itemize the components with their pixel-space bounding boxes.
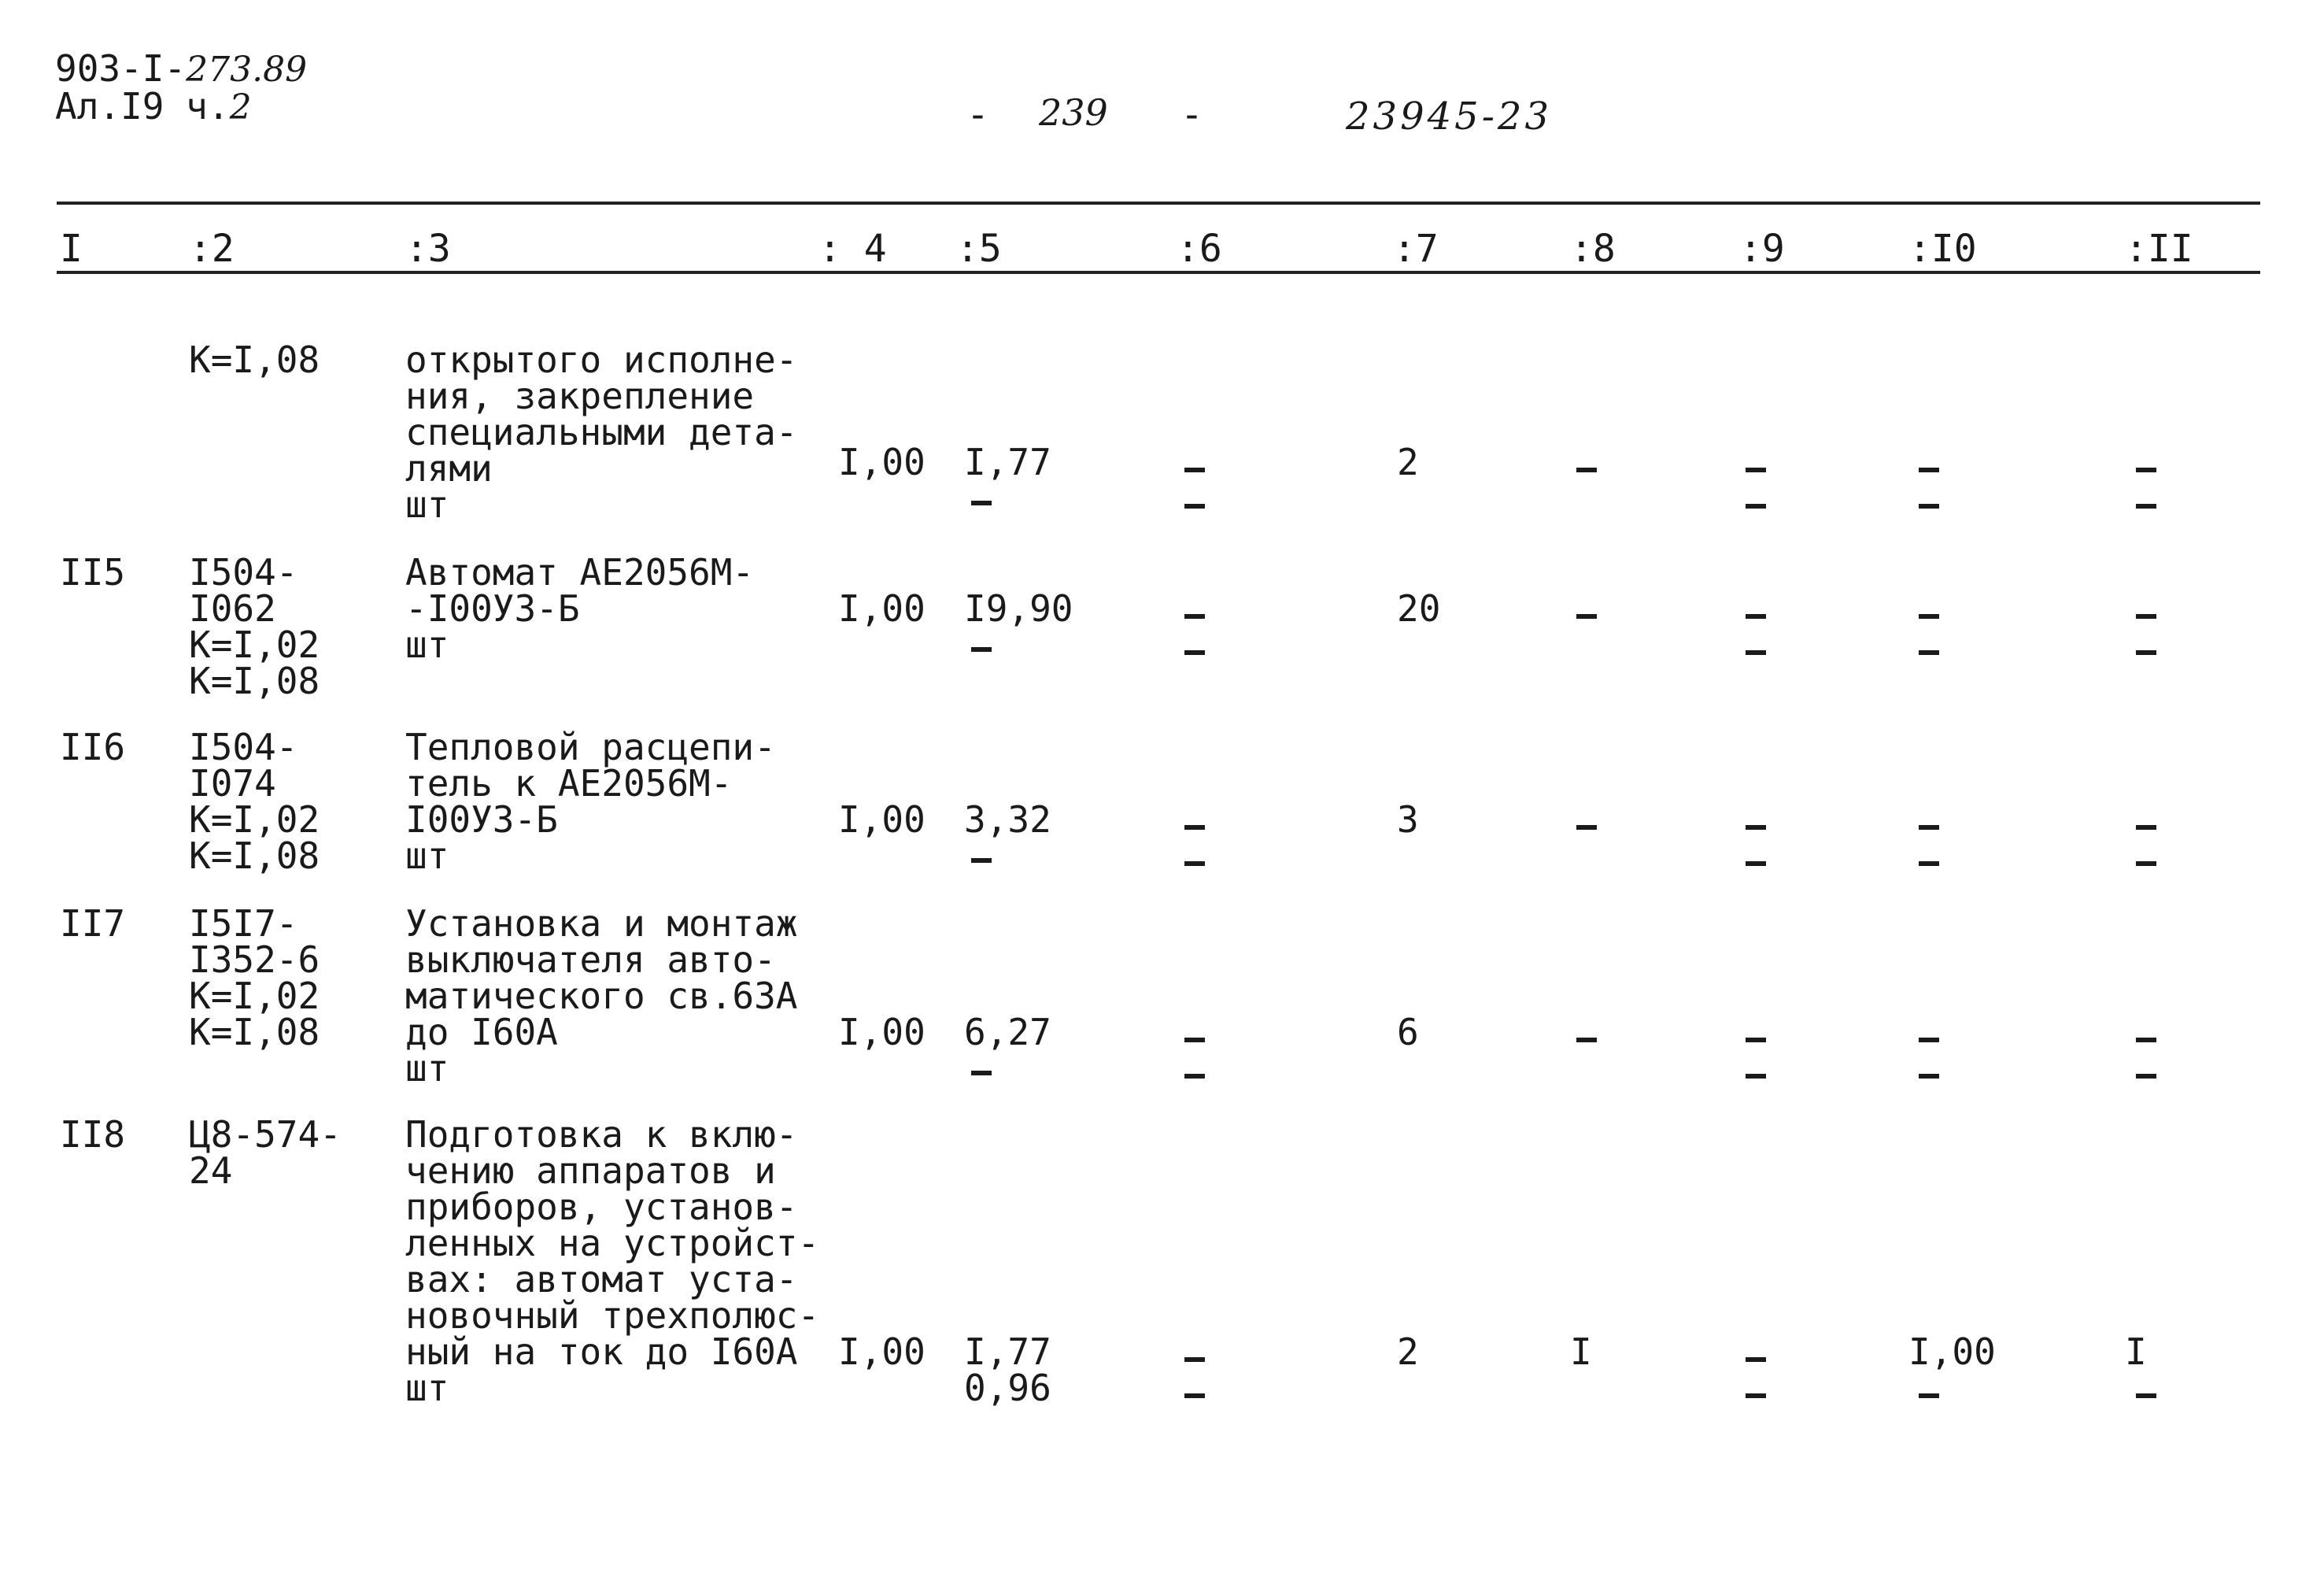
album-reference bbox=[55, 85, 252, 128]
row-col7: 2 bbox=[1397, 1330, 1419, 1373]
column-header-5: :5 bbox=[956, 227, 1002, 271]
row-description: Автомат АЕ2056М- -I00У3-Б шт bbox=[405, 551, 755, 666]
document-code bbox=[55, 47, 307, 90]
row-col8-dash bbox=[1570, 1038, 1602, 1042]
row-col4: I,00 bbox=[838, 798, 926, 841]
row-col7: 2 bbox=[1397, 441, 1419, 483]
row-col11-sub-dash bbox=[2130, 1393, 2161, 1398]
column-header-8: :8 bbox=[1570, 227, 1616, 271]
row-col5: I,77 bbox=[964, 441, 1051, 483]
page-dash-right: - bbox=[1180, 93, 1203, 137]
row-col8: I bbox=[1570, 1330, 1592, 1373]
row-col6-dashes bbox=[1178, 1038, 1210, 1079]
column-header-10: :I0 bbox=[1908, 227, 1977, 271]
row-col6-dashes bbox=[1178, 825, 1210, 866]
album-part-handwritten: 2 bbox=[229, 87, 252, 128]
row-description: Установка и монтаж выключателя авто- матического св.63А до I60А шт bbox=[405, 902, 798, 1090]
row-col6-dashes bbox=[1178, 614, 1210, 655]
row-col6-dashes bbox=[1178, 468, 1210, 509]
row-number: II5 bbox=[60, 551, 126, 594]
row-col9-dashes bbox=[1739, 1357, 1771, 1398]
row-col5: I,77 bbox=[964, 1330, 1051, 1373]
row-col9-dashes bbox=[1739, 468, 1771, 509]
row-col4: I,00 bbox=[838, 441, 926, 483]
row-col11: I bbox=[2125, 1330, 2147, 1373]
row-col7: 20 bbox=[1397, 587, 1441, 630]
row-col9-dashes bbox=[1739, 1038, 1771, 1079]
row-col10-dashes bbox=[1912, 1038, 1944, 1079]
table-header-rule bbox=[57, 271, 2260, 274]
row-code: I5I7- I352-6 К=I,02 К=I,08 bbox=[189, 902, 320, 1053]
row-col9-dashes bbox=[1739, 614, 1771, 655]
row-description: Тепловой расцепи- тель к АЕ2056М- I00У3-Б шт bbox=[405, 726, 776, 877]
row-col4: I,00 bbox=[838, 1011, 926, 1053]
album-prefix: Ал.I9 ч. bbox=[55, 85, 230, 128]
row-code: Ц8-574- 24 bbox=[189, 1113, 342, 1192]
row-code: К=I,08 bbox=[189, 339, 320, 381]
row-col10: I,00 bbox=[1908, 1330, 1996, 1373]
column-header-1: I bbox=[60, 227, 83, 271]
row-col5-secondary: 0,96 bbox=[964, 1367, 1051, 1409]
row-col8-dash bbox=[1570, 825, 1602, 830]
row-code: I504- I074 К=I,02 К=I,08 bbox=[189, 726, 320, 877]
row-col4: I,00 bbox=[838, 587, 926, 630]
row-col11-dashes bbox=[2130, 825, 2161, 866]
row-col6-dashes bbox=[1178, 1357, 1210, 1398]
document-code-handwritten: 273.89 bbox=[186, 50, 308, 90]
document-code-prefix: 903-I- bbox=[55, 47, 187, 90]
column-header-4: : 4 bbox=[818, 227, 887, 271]
table-top-rule bbox=[57, 202, 2260, 205]
column-header-2: :2 bbox=[189, 227, 235, 271]
row-col11-dashes bbox=[2130, 614, 2161, 655]
row-col10-sub-dash bbox=[1912, 1393, 1944, 1398]
row-col5: 3,32 bbox=[964, 798, 1051, 841]
row-col5-sub-dash bbox=[965, 647, 996, 652]
column-header-6: :6 bbox=[1177, 227, 1222, 271]
row-col7: 6 bbox=[1397, 1011, 1419, 1053]
row-col5-sub-dash bbox=[965, 501, 996, 505]
row-col10-dashes bbox=[1912, 468, 1944, 509]
row-col5: 6,27 bbox=[964, 1011, 1051, 1053]
row-col5-sub-dash bbox=[965, 1071, 996, 1075]
row-col7: 3 bbox=[1397, 798, 1419, 841]
inventory-number: 23945-23 bbox=[1346, 94, 1552, 139]
row-number: II8 bbox=[60, 1113, 126, 1156]
row-number: II6 bbox=[60, 726, 126, 768]
row-col11-dashes bbox=[2130, 1038, 2161, 1079]
row-code: I504- I062 К=I,02 К=I,08 bbox=[189, 551, 320, 702]
row-col8-dash bbox=[1570, 614, 1602, 619]
row-description: открытого исполне- ния, закрепление специальными дета- лями шт bbox=[405, 339, 798, 526]
row-col10-dashes bbox=[1912, 825, 1944, 866]
column-header-7: :7 bbox=[1393, 227, 1439, 271]
column-header-9: :9 bbox=[1739, 227, 1785, 271]
row-col4: I,00 bbox=[838, 1330, 926, 1373]
row-description: Подготовка к вклю- чению аппаратов и приборов, установ- ленных на устройст- вах: автомат уста- новочный трехполюс- ный на ток до I60А шт bbox=[405, 1113, 820, 1409]
column-header-11: :II bbox=[2125, 227, 2193, 271]
row-col5-sub-dash bbox=[965, 858, 996, 863]
page-number: 239 bbox=[1039, 91, 1108, 134]
row-col10-dashes bbox=[1912, 614, 1944, 655]
row-col9-dashes bbox=[1739, 825, 1771, 866]
column-header-3: :3 bbox=[405, 227, 451, 271]
row-col8-dash bbox=[1570, 468, 1602, 472]
row-col5: I9,90 bbox=[964, 587, 1073, 630]
row-number: II7 bbox=[60, 902, 126, 945]
row-col11-dashes bbox=[2130, 468, 2161, 509]
page-dash-left: - bbox=[966, 93, 989, 137]
